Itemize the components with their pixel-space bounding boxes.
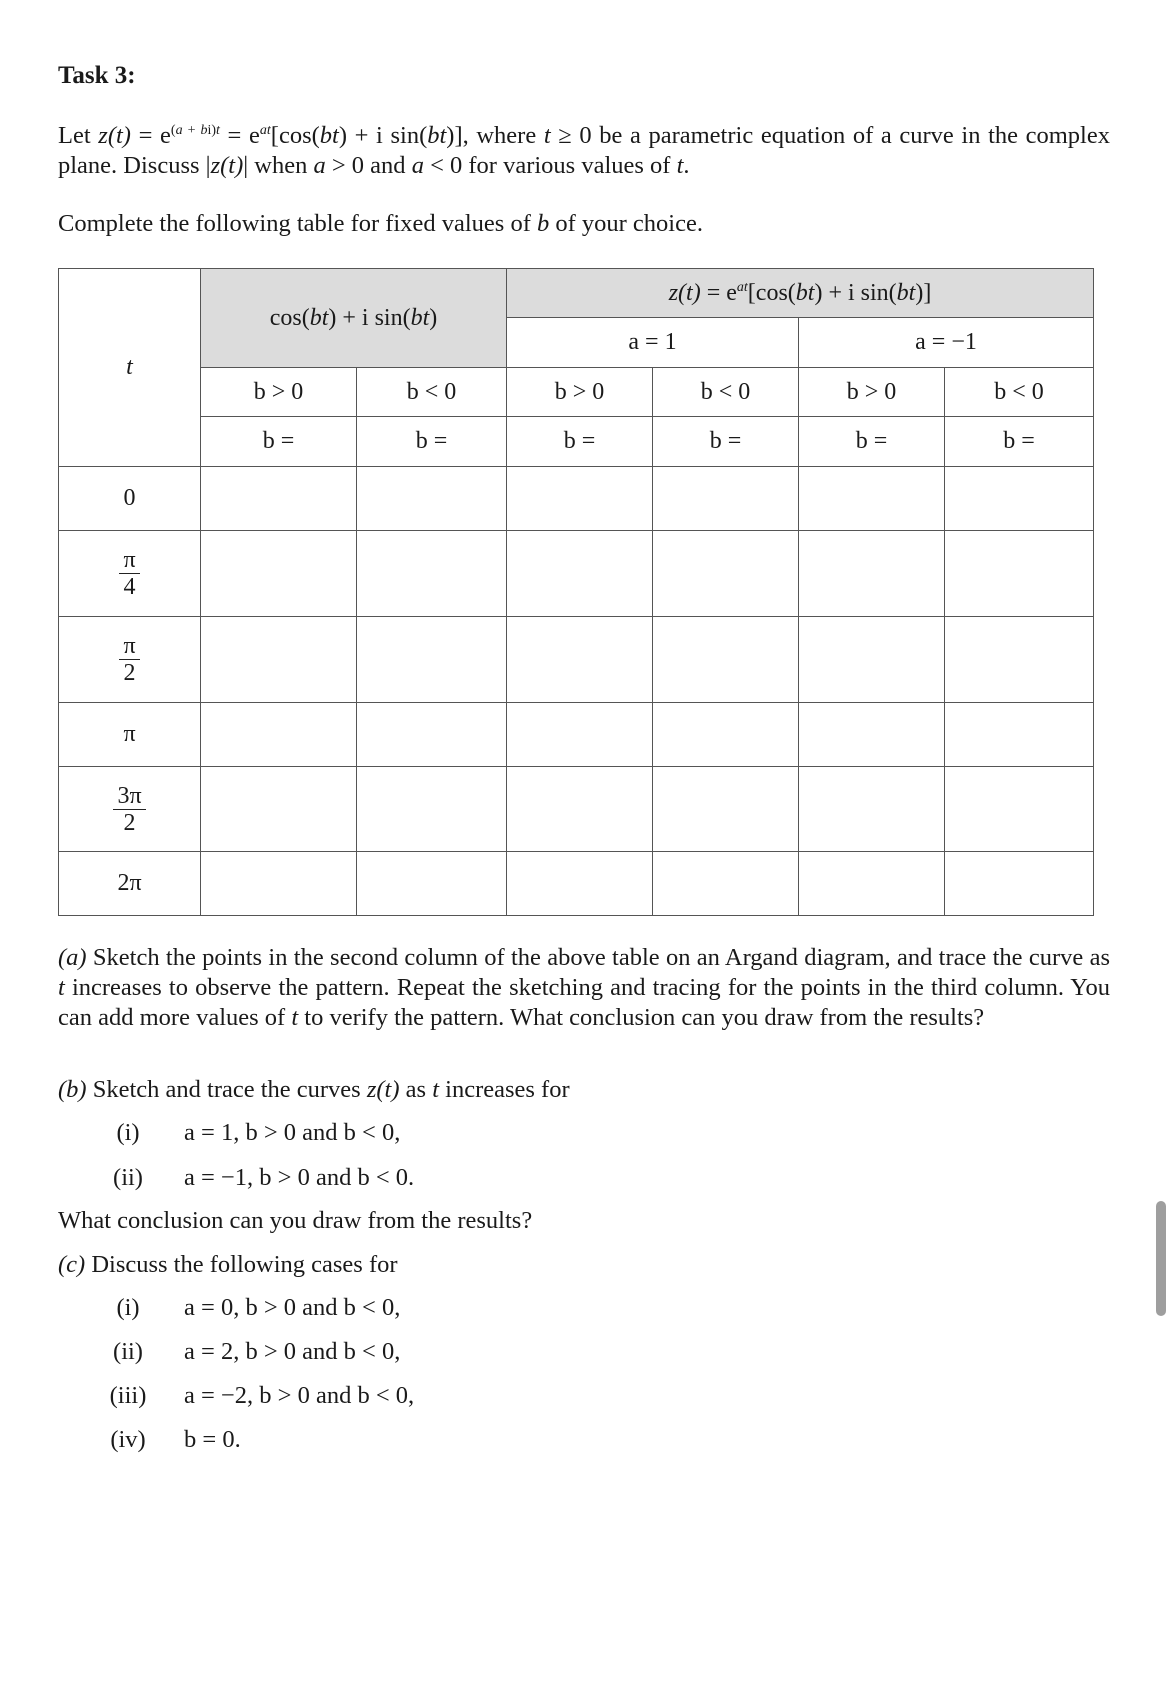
t-header: t <box>126 354 133 380</box>
b-sign-cell: b > 0 <box>799 368 945 417</box>
answer-cell[interactable] <box>357 531 507 617</box>
part-b-heading: (b) Sketch and trace the curves z(t) as t increases for <box>58 1076 570 1103</box>
answer-cell[interactable] <box>799 852 945 916</box>
answer-cell[interactable] <box>507 703 653 767</box>
b-sign-row <box>59 368 1094 417</box>
answer-cell[interactable] <box>945 852 1094 916</box>
b-sign-cell: b < 0 <box>945 368 1094 417</box>
intro-exponent-1: (a + bi)t <box>170 123 220 138</box>
answer-cell[interactable] <box>799 767 945 852</box>
answer-cell[interactable] <box>507 767 653 852</box>
answer-cell[interactable] <box>653 852 799 916</box>
answer-cell[interactable] <box>507 852 653 916</box>
b-sign-cell: b > 0 <box>507 368 653 417</box>
part-a-label: (a) <box>58 944 87 971</box>
t-value-cell <box>59 617 201 703</box>
answer-cell[interactable] <box>357 852 507 916</box>
answer-cell[interactable] <box>653 531 799 617</box>
part-c-label: (c) <box>58 1251 86 1278</box>
t-value-cell <box>59 767 201 852</box>
answer-cell[interactable] <box>945 703 1094 767</box>
part-a-paragraph: (a) Sketch the points in the second column of the above table on an Argand diagram, and trace the curve as t increases to observe the pattern. Repeat the sketching and tracing for the points in the third column. You can add more values of t to verify the pattern. What conclusion can you draw from the results? <box>58 944 1110 1031</box>
list-item-number: (ii) <box>113 1338 143 1365</box>
answer-cell[interactable] <box>653 703 799 767</box>
list-item-number: (iv) <box>110 1426 146 1453</box>
b-sign-cell: b > 0 <box>201 368 357 417</box>
list-item-number: (iii) <box>109 1382 147 1409</box>
list-item: a = 2, b > 0 and b < 0, <box>184 1338 401 1365</box>
z-t-header: $z(t) = e^{at}[\cos(bt) + i$ sin(bt)] <box>507 269 1094 318</box>
unit-circle-header: cos(bt) + i sin(bt) <box>201 269 507 368</box>
answer-cell[interactable] <box>357 767 507 852</box>
answer-cell[interactable] <box>653 467 799 531</box>
answer-cell[interactable] <box>201 617 357 703</box>
b-value-cell[interactable]: b = <box>507 417 653 467</box>
answer-cell[interactable] <box>653 767 799 852</box>
answer-cell[interactable] <box>357 617 507 703</box>
table-row <box>59 852 1094 916</box>
answer-cell[interactable] <box>201 767 357 852</box>
answer-cell[interactable] <box>507 617 653 703</box>
intro-z-t: z(t) <box>98 122 131 149</box>
intro-eq2: = e <box>219 122 260 149</box>
b-sign-cell: b < 0 <box>653 368 799 417</box>
answer-cell[interactable] <box>357 467 507 531</box>
t-value-cell <box>59 531 201 617</box>
intro-eq1: = e <box>130 122 171 149</box>
table-row <box>59 617 1094 703</box>
answer-cell[interactable] <box>507 467 653 531</box>
answer-cell[interactable] <box>653 617 799 703</box>
answer-cell[interactable] <box>799 617 945 703</box>
answer-cell[interactable] <box>357 703 507 767</box>
task-title: Task 3: <box>58 62 136 89</box>
answer-cell[interactable] <box>799 531 945 617</box>
list-item-number: (i) <box>116 1294 140 1321</box>
a-positive-header: a = 1 <box>507 318 799 368</box>
table-row <box>59 767 1094 852</box>
fraction: $\frac{\pi}{2}$ <box>119 633 139 686</box>
a-negative-header: a = −1 <box>799 318 1094 368</box>
t-header-cell <box>59 269 201 467</box>
part-b-label: (b) <box>58 1076 87 1103</box>
answer-cell[interactable] <box>945 467 1094 531</box>
answer-cell[interactable] <box>507 531 653 617</box>
b-value-cell[interactable]: b = <box>945 417 1094 467</box>
intro-exponent-2: at <box>259 123 271 138</box>
list-item: a = −1, b > 0 and b < 0. <box>184 1164 415 1191</box>
answer-cell[interactable] <box>201 703 357 767</box>
part-b-conclusion: What conclusion can you draw from the results? <box>58 1207 533 1234</box>
list-item: a = −2, b > 0 and b < 0, <box>184 1382 415 1409</box>
b-sign-cell: b < 0 <box>357 368 507 417</box>
answer-cell[interactable] <box>201 852 357 916</box>
answer-cell[interactable] <box>945 617 1094 703</box>
b-value-cell[interactable]: b = <box>201 417 357 467</box>
part-c-heading: (c) Discuss the following cases for <box>58 1251 398 1278</box>
vertical-scrollbar[interactable] <box>1156 1201 1166 1316</box>
answer-cell[interactable] <box>201 467 357 531</box>
answer-cell[interactable] <box>945 767 1094 852</box>
list-item: b = 0. <box>184 1426 241 1453</box>
intro-let: Let <box>58 122 99 149</box>
list-item: a = 1, b > 0 and b < 0, <box>184 1119 401 1146</box>
answer-cell[interactable] <box>201 531 357 617</box>
b-value-cell[interactable]: b = <box>799 417 945 467</box>
answer-cell[interactable] <box>799 467 945 531</box>
table-row <box>59 703 1094 767</box>
t-value-cell: π <box>59 703 201 767</box>
t-value-cell: 2π <box>59 852 201 916</box>
fraction: $\frac{3\pi}{2}$ <box>113 783 145 836</box>
table-row <box>59 531 1094 617</box>
intro-paragraph: Let $z(t) = e^{(a + bi)t} = e^{at}[\cos(bt) + i$ sin(bt)], where t ≥ 0 be a parametric equation of a curve in the complex plane. Discuss |z(t)| when a > 0 and a < 0 for various values of t. <box>58 122 1110 179</box>
table-row <box>59 467 1094 531</box>
fraction: $\frac{\pi}{4}$ <box>119 547 139 600</box>
list-item: a = 0, b > 0 and b < 0, <box>184 1294 401 1321</box>
b-value-cell[interactable]: b = <box>653 417 799 467</box>
t-value-cell: 0 <box>59 467 201 531</box>
b-value-row <box>59 417 1094 467</box>
list-item-number: (i) <box>116 1119 140 1146</box>
values-table <box>58 268 1094 916</box>
answer-cell[interactable] <box>799 703 945 767</box>
b-value-cell[interactable]: b = <box>357 417 507 467</box>
instruction-paragraph: Complete the following table for fixed values of b of your choice. <box>58 210 703 237</box>
list-item-number: (ii) <box>113 1164 143 1191</box>
answer-cell[interactable] <box>945 531 1094 617</box>
